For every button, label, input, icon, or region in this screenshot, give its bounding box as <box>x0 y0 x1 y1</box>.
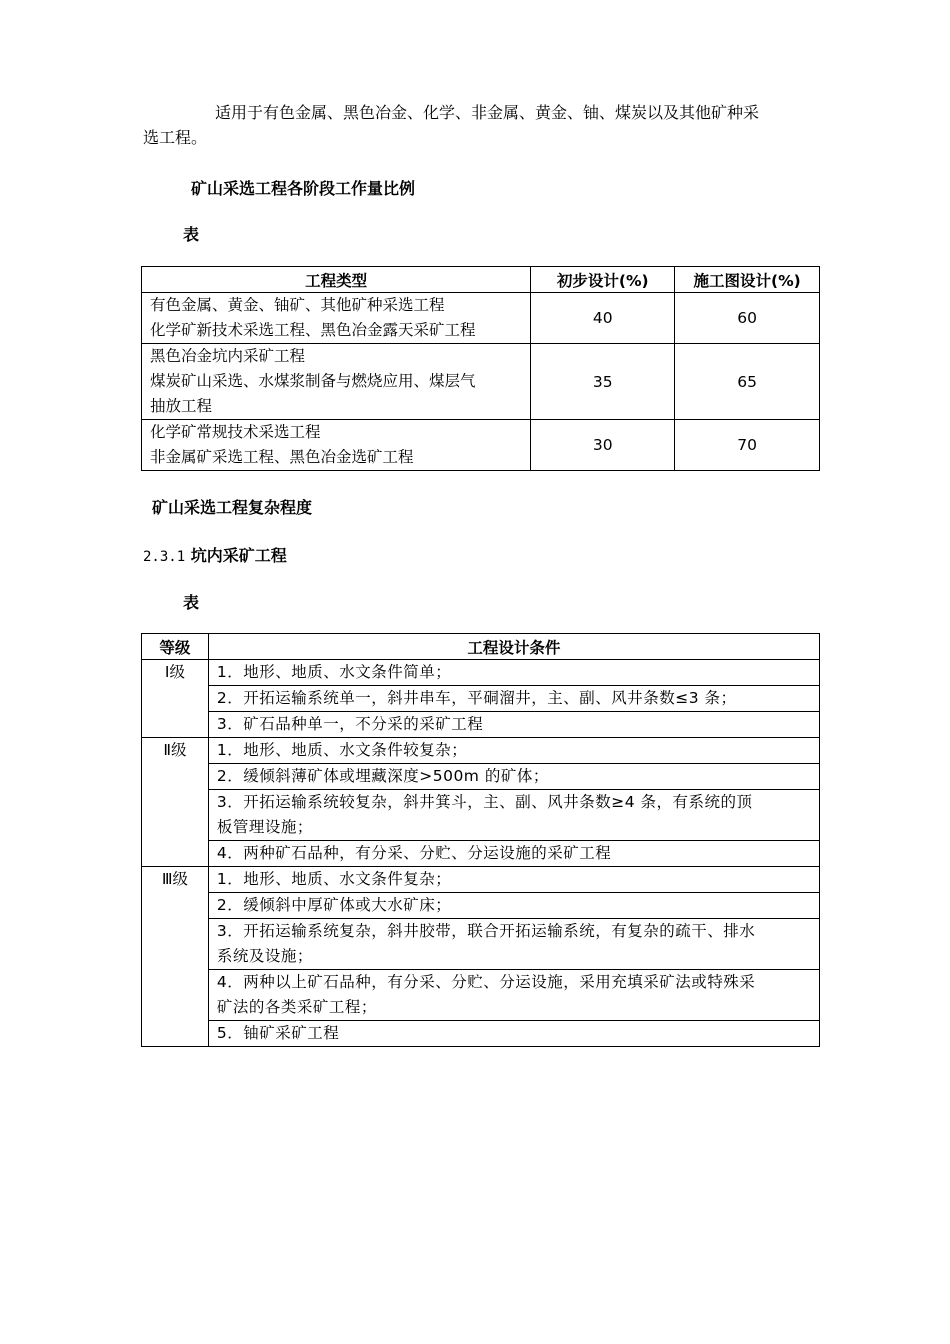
condition-line: 3．开拓运输系统复杂，斜井胶带，联合开拓运输系统，有复杂的疏干、排水 <box>216 922 756 940</box>
table-header-row <box>142 634 820 660</box>
condition-line: 4．两种以上矿石品种，有分采、分贮、分运设施，采用充填采矿法或特殊采 <box>216 973 756 991</box>
workload-ratio-table <box>141 266 820 471</box>
condition-line: 1．地形、地质、水文条件简单； <box>216 663 452 681</box>
project-type-line: 有色金属、黄金、铀矿、其他矿种采选工程 <box>150 296 445 314</box>
condition-cell <box>208 919 819 970</box>
intro-paragraph <box>143 100 819 150</box>
condition-line: 系统及设施； <box>216 947 313 965</box>
table-row <box>142 970 820 1021</box>
condition-cell <box>208 790 819 841</box>
complexity-grade-table <box>141 633 820 1047</box>
condition-cell <box>208 764 819 790</box>
construction-value: 60 <box>675 293 820 344</box>
condition-cell <box>208 738 819 764</box>
table-row <box>142 841 820 867</box>
preliminary-value: 30 <box>531 420 675 471</box>
construction-value: 70 <box>675 420 820 471</box>
condition-cell <box>208 867 819 893</box>
condition-line: 1．地形、地质、水文条件复杂； <box>216 870 452 888</box>
condition-cell <box>208 712 819 738</box>
intro-line-1: 适用于有色金属、黑色冶金、化学、非金属、黄金、铀、煤炭以及其他矿种采 <box>215 103 760 122</box>
project-type-line: 化学矿新技术采选工程、黑色冶金露天采矿工程 <box>150 321 476 339</box>
subsection-number: 2.3.1 <box>143 549 186 565</box>
project-type-line: 化学矿常规技术采选工程 <box>150 423 321 441</box>
table-row <box>142 1021 820 1047</box>
project-type-cell <box>142 344 531 420</box>
intro-line-2: 选工程。 <box>143 128 208 147</box>
condition-line: 4．两种矿石品种，有分采、分贮、分运设施的采矿工程 <box>216 844 612 862</box>
condition-cell <box>208 893 819 919</box>
condition-line: 3．矿石品种单一，不分采的采矿工程 <box>216 715 484 733</box>
condition-line: 2．缓倾斜薄矿体或埋藏深度>500m 的矿体； <box>216 767 549 785</box>
project-type-cell <box>142 293 531 344</box>
table-row <box>142 344 820 420</box>
condition-line: 3．开拓运输系统较复杂，斜井箕斗，主、副、风井条数≥4 条，有系统的顶 <box>216 793 753 811</box>
grade-cell: Ⅰ级 <box>142 660 209 738</box>
grade-cell: Ⅲ级 <box>142 867 209 1047</box>
condition-cell <box>208 660 819 686</box>
project-type-line: 煤炭矿山采选、水煤浆制备与燃烧应用、煤层气 <box>150 372 476 390</box>
header-preliminary-design: 初步设计(%) <box>531 267 675 293</box>
project-type-cell <box>142 420 531 471</box>
condition-line: 板管理设施； <box>216 818 313 836</box>
condition-line: 1．地形、地质、水文条件较复杂； <box>216 741 468 759</box>
table-row <box>142 790 820 841</box>
table-label-2: 表 <box>183 593 200 612</box>
condition-line: 5．铀矿采矿工程 <box>216 1024 340 1042</box>
header-construction-design: 施工图设计(%) <box>675 267 820 293</box>
table-label-1: 表 <box>183 225 200 244</box>
table-row <box>142 686 820 712</box>
header-grade: 等级 <box>142 634 209 660</box>
section-title-workload: 矿山采选工程各阶段工作量比例 <box>191 179 416 198</box>
construction-value: 65 <box>675 344 820 420</box>
table-row <box>142 893 820 919</box>
table-row <box>142 867 820 893</box>
table-row <box>142 764 820 790</box>
table-row <box>142 919 820 970</box>
condition-cell <box>208 841 819 867</box>
preliminary-value: 40 <box>531 293 675 344</box>
grade-cell: Ⅱ级 <box>142 738 209 867</box>
header-project-type: 工程类型 <box>142 267 531 293</box>
project-type-line: 抽放工程 <box>150 397 213 415</box>
condition-line: 2．开拓运输系统单一，斜井串车，平硐溜井，主、副、风井条数≤3 条； <box>216 689 737 707</box>
condition-line: 2．缓倾斜中厚矿体或大水矿床； <box>216 896 452 914</box>
table-row <box>142 738 820 764</box>
header-design-conditions: 工程设计条件 <box>208 634 819 660</box>
table-row <box>142 420 820 471</box>
subsection-title: 坑内采矿工程 <box>190 546 287 565</box>
condition-cell <box>208 970 819 1021</box>
subsection-heading <box>143 543 287 566</box>
project-type-line: 非金属矿采选工程、黑色冶金选矿工程 <box>150 448 414 466</box>
preliminary-value: 35 <box>531 344 675 420</box>
table-row <box>142 660 820 686</box>
condition-line: 矿法的各类采矿工程； <box>216 998 377 1016</box>
table-row <box>142 712 820 738</box>
project-type-line: 黑色冶金坑内采矿工程 <box>150 347 306 365</box>
condition-cell <box>208 1021 819 1047</box>
table-header-row <box>142 267 820 293</box>
table-row <box>142 293 820 344</box>
section-title-complexity: 矿山采选工程复杂程度 <box>152 498 313 517</box>
condition-cell <box>208 686 819 712</box>
